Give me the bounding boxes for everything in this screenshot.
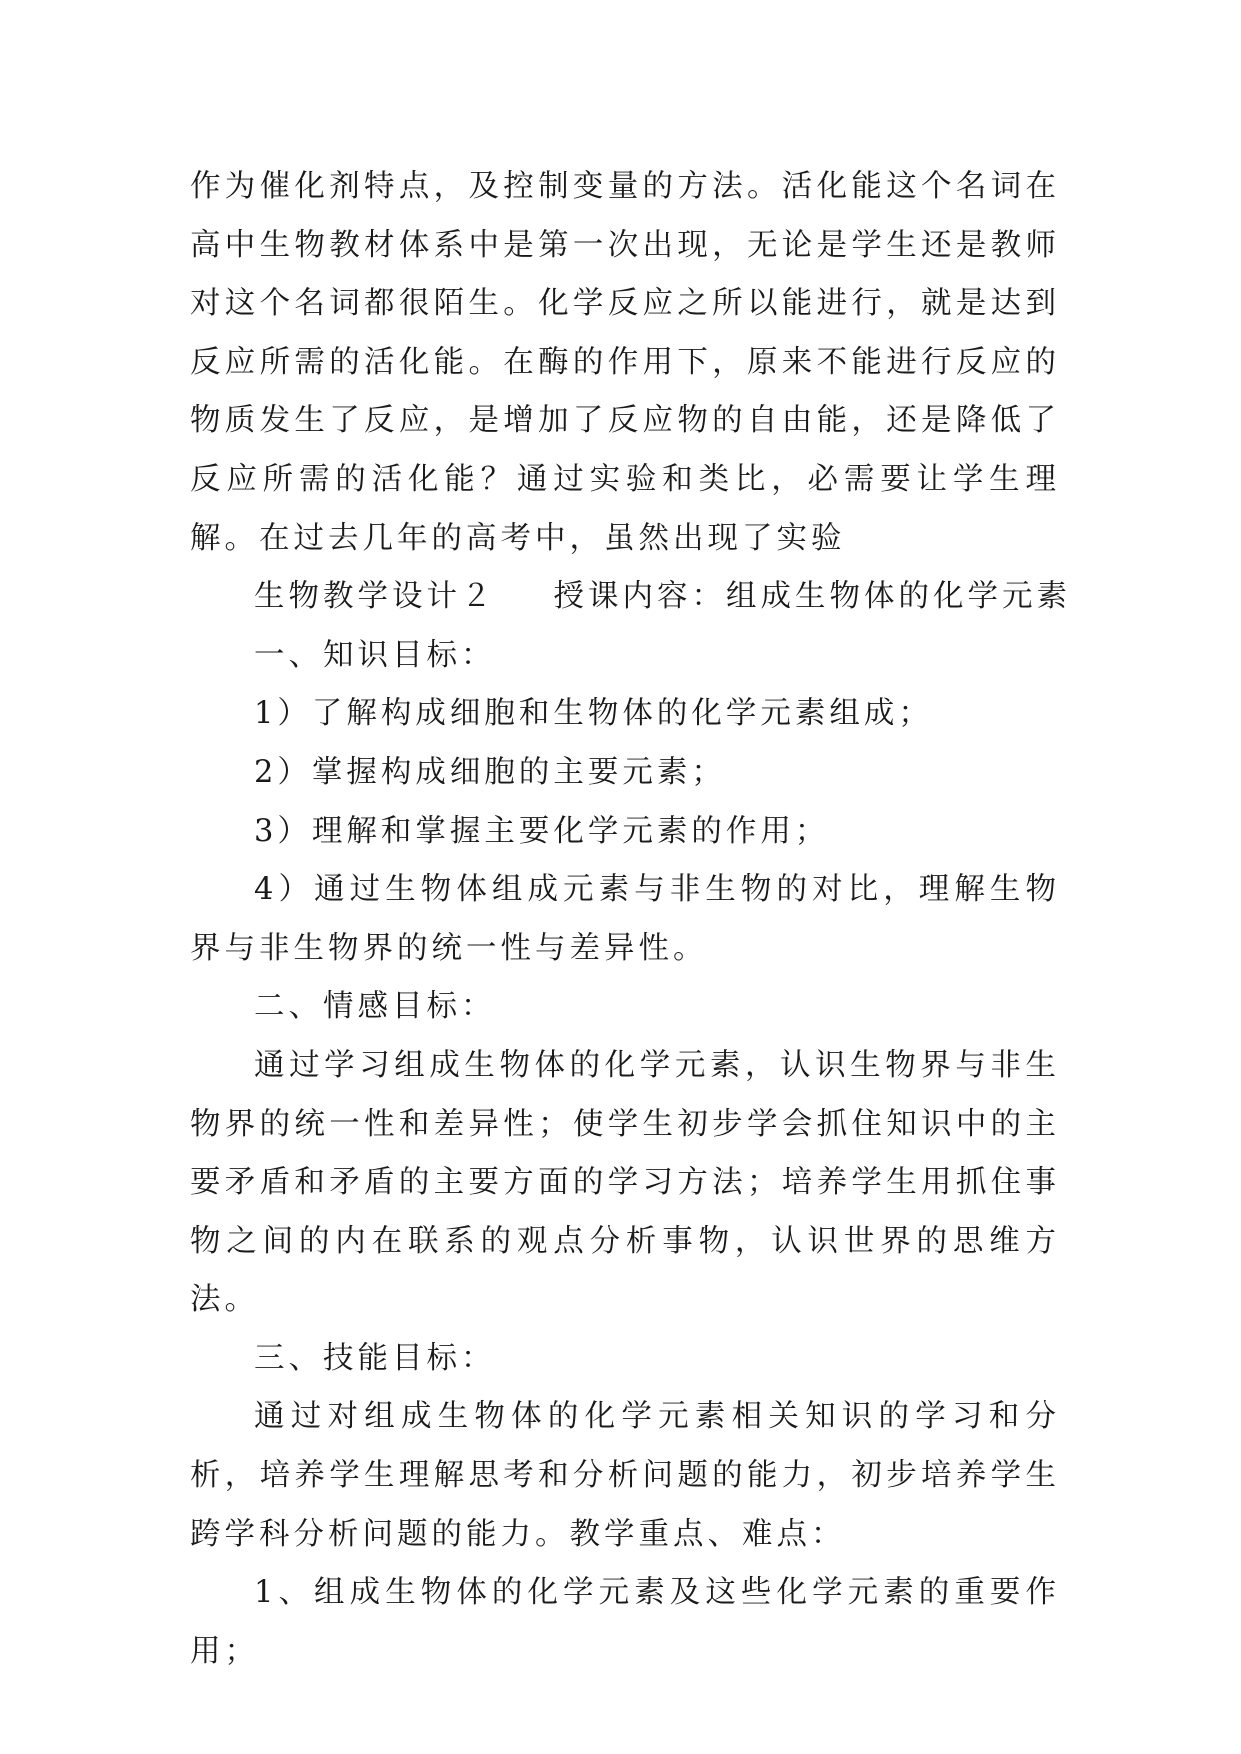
skill-heading: 三、技能目标： (254, 1340, 496, 1376)
emotion-heading: 二、情感目标： (254, 989, 496, 1025)
section-title: 生物教学设计２ (254, 579, 496, 615)
lesson-content: 授课内容：组成生物体的化学元素 (553, 579, 1071, 615)
knowledge-item-4: 4）通过生物体组成元素与非生物的对比，理解生物界与非生物界的统一性与差异性。 (190, 872, 1060, 966)
knowledge-item-3: 3）理解和掌握主要化学元素的作用； (254, 813, 830, 849)
knowledge-item-1: 1）了解构成细胞和生物体的化学元素组成； (254, 696, 933, 732)
knowledge-item-2: 2）掌握构成细胞的主要元素； (254, 754, 726, 790)
section-title-line (190, 568, 1071, 627)
intro-paragraph: 作为催化剂特点，及控制变量的方法。活化能这个名词在高中生物教材体系中是第一次出现，无论是学生还是教师对这个名词都很陌生。化学反应之所以能进行，就是达到反应所需的活化能。在酶的作用下，原来不能进行反应的物质发生了反应，是增加了反应物的自由能，还是降低了反应所需的活化能？通过实验和类比，必需要让学生理解。在过去几年的高考中，虽然出现了实验 (190, 169, 1060, 556)
key-point-1: 1、组成生物体的化学元素及这些化学元素的重要作用； (190, 1575, 1060, 1669)
knowledge-heading: 一、知识目标： (254, 637, 496, 673)
emotion-paragraph: 通过学习组成生物体的化学元素，认识生物界与非生物界的统一性和差异性；使学生初步学会抓住知识中的主要矛盾和矛盾的主要方面的学习方法；培养学生用抓住事物之间的内在联系的观点分析事物，认识世界的思维方法。 (190, 1047, 1060, 1318)
document-body (190, 158, 1071, 1681)
skill-paragraph: 通过对组成生物体的化学元素相关知识的学习和分析，培养学生理解思考和分析问题的能力，初步培养学生跨学科分析问题的能力。教学重点、难点： (190, 1399, 1060, 1552)
